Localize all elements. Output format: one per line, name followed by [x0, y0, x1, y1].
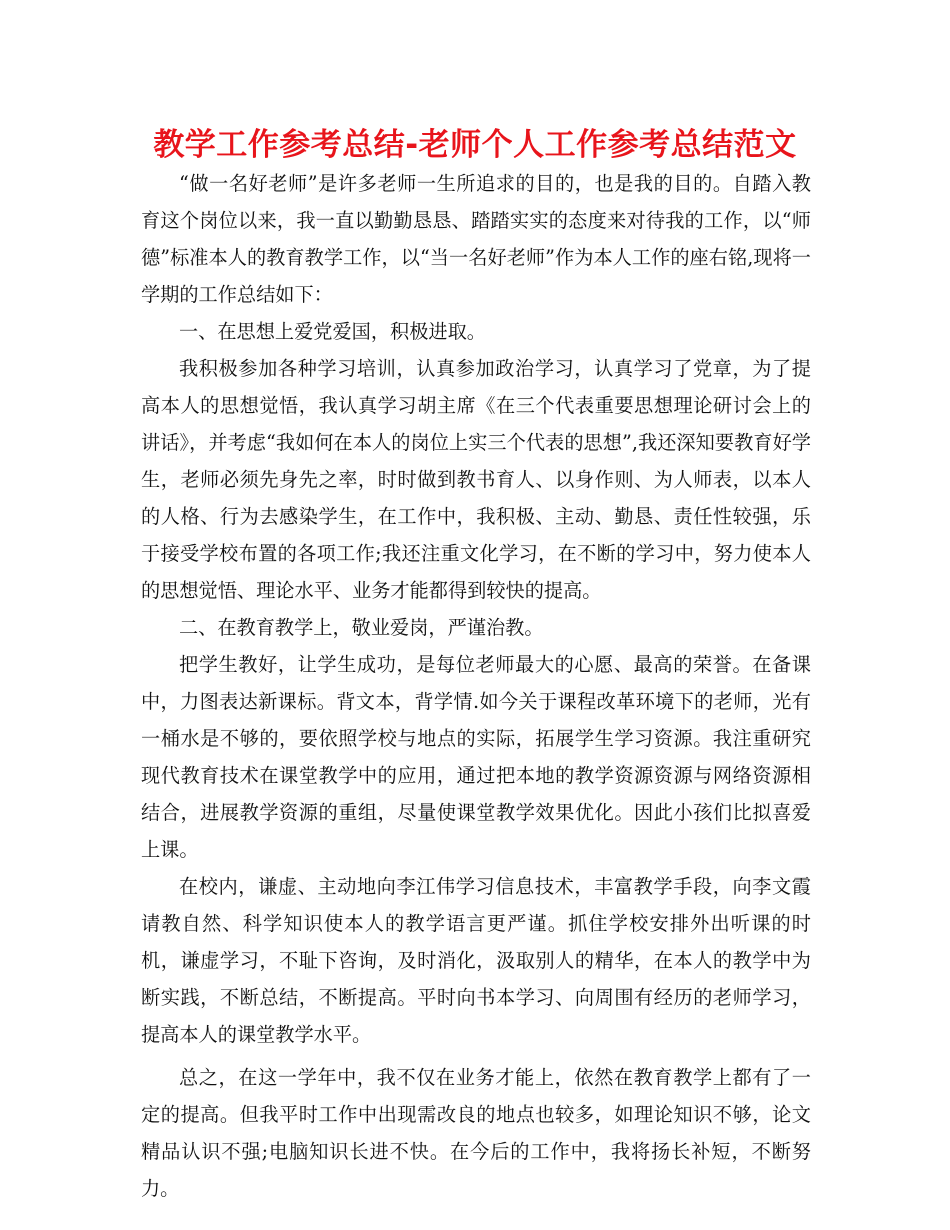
document-body	[141, 165, 811, 1207]
document-title: 教学工作参考总结-老师个人工作参考总结范文	[153, 127, 797, 163]
paragraph-conclusion: 总之，在这一学年中，我不仅在业务才能上，依然在教育教学上都有了一定的提高。但我平时工作中出现需改良的地点也较多，如理论知识不够，论文精品认识不强;电脑知识长进不快。在今后的工作中，我将扬长补短，不断努力。	[141, 1066, 811, 1200]
paragraph-section-1: 我积极参加各种学习培训，认真参加政治学习，认真学习了党章，为了提高本人的思想觉悟，我认真学习胡主席《在三个代表重要思想理论研讨会上的讲话》，并考虑“我如何在本人的岗位上实三个代表的思想”,我还深知要教育好学生，老师必须先身先之率，时时做到教书育人、以身作则、为人师表，以本人的人格、行为去感染学生，在工作中，我积极、主动、勤恳、责任性较强，乐于接受学校布置的各项工作;我还注重文化学习，在不断的学习中，努力使本人的思想觉悟、理论水平、业务才能都得到较快的提高。	[141, 357, 811, 602]
section-heading-2: 二、在教育教学上，敬业爱岗，严谨治教。	[179, 616, 544, 639]
paragraph-section-2b: 在校内，谦虚、主动地向李江伟学习信息技术，丰富教学手段，向李文霞请教自然、科学知识使本人的教学语言更严谨。抓住学校安排外出听课的时机，谦虚学习，不耻下咨询，及时消化，汲取别人的精华，在本人的教学中为断实践，不断总结，不断提高。平时向书本学习、向周围有经历的老师学习，提高本人的课堂教学水平。	[141, 875, 811, 1046]
paragraph-section-2a: 把学生教好，让学生成功，是每位老师最大的心愿、最高的荣誉。在备课中，力图表达新课标。背文本，背学情.如今关于课程改革环境下的老师，光有一桶水是不够的，要依照学校与地点的实际，拓展学生学习资源。我注重研究现代教育技术在课堂教学中的应用，通过把本地的教学资源资源与网络资源相结合，进展教学资源的重组，尽量使课堂教学效果优化。因此小孩们比拟喜爱上课。	[141, 653, 811, 861]
section-heading-1: 一、在思想上爱党爱国，积极进取。	[179, 320, 486, 343]
paragraph-intro: “做一名好老师”是许多老师一生所追求的目的，也是我的目的。自踏入教育这个岗位以来，我一直以勤勤恳恳、踏踏实实的态度来对待我的工作，以“师德”标准本人的教育教学工作，以“当一名好老师”作为本人工作的座右铭,现将一学期的工作总结如下：	[141, 172, 811, 306]
